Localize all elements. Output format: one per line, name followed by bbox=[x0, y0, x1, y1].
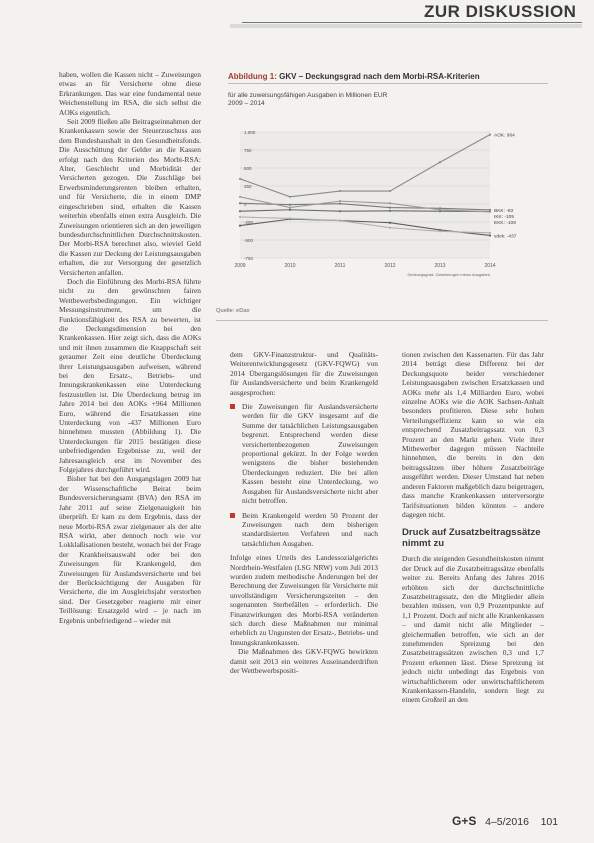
paragraph: tionen zwischen den Kassenarten. Für das Jahr 2014 beträgt diese Differenz bei der Deckungsquote beider verschiedener Leistungsausgaben zwischen Ersatzkassen und AOKs mehr als 1,4 Milliarden Euro, wobei einzelne AOKs wie die AOK Sachsen-Anhalt besonders profitieren. Diese sehr hohen Verteilungseffizienz kann so wie ein entsprechend Zusatzbeitragssatz von 0,3 Prozent an den Markt gehen. Viele ihrer Mitbewerber dagegen müssen Nachteile hinnehmen, die bereits in den den beitragssätzen über höhere Zusatzbeiträge ausgeführt werden. Dieser Umstand hat neben anderen Faktoren maßgeblich dazu beigetragen, dass manche Krankenkassen unterversorgte Tarifsituationen bilden könnten – andere dagegen nicht. bbox=[402, 350, 544, 519]
data-point bbox=[439, 209, 441, 211]
plot-area bbox=[240, 132, 490, 258]
header-rule bbox=[242, 22, 582, 23]
page-footer bbox=[452, 814, 558, 828]
bullet-text: Beim Krankengeld werden 50 Prozent der Zuweisungen nach dem bisherigen standardisierten Verfahren und nach tatsächlichen Ausgaben. bbox=[242, 510, 378, 548]
paragraph: dem GKV-Finanzstruktur- und Qualitäts-Weiterentwicklungsgesetz (GKV-FQWG) von 2014 Übergangslösungen für die Zuweisungen für Auslandsversicherte und beim Krankengeld ausgesprochen: bbox=[230, 350, 378, 397]
figure-subtitle-line-2: 2009 – 2014 bbox=[228, 100, 265, 107]
column-3 bbox=[402, 350, 544, 705]
data-point bbox=[289, 196, 291, 198]
paragraph: Infolge eines Urteils des Landessozialgerichts Nordrhein-Westfalen (LSG NRW) vom Juli 2013 wurden zudem methodische Änderungen bei der Berechnung der Zuweisungen für Versicherte mit unvollständigen Versicherungszeiten – den sogenannten Sterbefällen – erforderlich. Die Finanzwirkungen des Morbi-RSA veränderten sich durch diese Maßnahmen nur minimal erheblich zu Ungunsten der Ersatz-, Betriebs- und Innungskrankenkassen. bbox=[230, 553, 378, 647]
footer-issue: 4–5/2016 bbox=[485, 816, 529, 828]
y-tick-label: 750 bbox=[244, 148, 252, 153]
paragraph: Bisher hat bei den Ausgangslagen 2009 hat der Wissenschaftliche Beirat beim Bundesversicherungsamt (BVA) den RSA im Jahr 2011 auf seine Zielgenauigkeit hin überprüft. Er kam zu dem Ergebnis, dass der neue Morbi-RSA zwar zielgenauer als der alte RSA wirkt, aber dennoch noch wie vor Lokklaßisationen besteht, wonach bei der Frage der Krankheitsauswahl oder bei den Zuweisungen für Krankengeld, den Zuweisungen für Auslandsversicherte und bei der Berücksichtigung der Ausgaben für Versicherte, die im Ausgleichsjahr verstorben sind. Der Gesetzgeber reagierte mit einer Teillösung: Ersatzgeld wird – je nach im Ergebnis unbefriedigend – wieder mit bbox=[59, 474, 201, 625]
data-point bbox=[289, 209, 291, 211]
x-tick-label: 2013 bbox=[434, 263, 446, 269]
series-label: vdek: -437 bbox=[494, 234, 517, 240]
series-label: BKK: -83 bbox=[494, 208, 514, 214]
chart-note: Deckungsgrad: Zuweisungen minus Ausgaben bbox=[407, 272, 490, 277]
data-point bbox=[389, 207, 391, 209]
data-point bbox=[239, 225, 241, 227]
data-point bbox=[389, 222, 391, 224]
x-tick-label: 2012 bbox=[384, 263, 396, 269]
data-point bbox=[239, 216, 241, 218]
series-label: IKK: -105 bbox=[494, 214, 514, 220]
figure-1 bbox=[216, 72, 548, 314]
footer-brand: G+S bbox=[452, 814, 477, 828]
figure-title-text: GKV – Deckungsgrad nach dem Morbi-RSA-Kriterien bbox=[279, 72, 480, 81]
column-2 bbox=[230, 350, 378, 675]
y-tick-label: -500 bbox=[244, 238, 254, 243]
x-tick-label: 2014 bbox=[484, 263, 496, 269]
data-point bbox=[239, 196, 241, 198]
figure-subtitle-line-1: für alle zuweisungsfähigen Ausgaben in Millionen EUR bbox=[228, 92, 388, 99]
paragraph: haben, wollen die Kassen nicht – Zuweisungen etwas an für Versicherte ohne diese Erkrankungen. Das war eine fundamental neue Weichenstellung im RSA, die sich selbst die AOKs eigentlich. bbox=[59, 70, 201, 117]
series-label: EKK: -108 bbox=[494, 220, 516, 226]
y-tick-label: 1.000 bbox=[244, 130, 256, 135]
data-point bbox=[239, 178, 241, 180]
data-point bbox=[339, 219, 341, 221]
data-point bbox=[489, 234, 491, 236]
data-point bbox=[489, 133, 491, 135]
paragraph: Doch die Einführung des Morbi-RSA führte nicht zu den gewünschten fairen Wettbewerbsbedingungen. Ein wichtiger Messungsinstrument, um die Funktionsfähigkeit des RSA zu bewerten, ist die Deckungsdimension bei den Krankenkassen. Hier zeigt sich, dass die AOKs und mit ihnen zusammen die Knappschaft seit geraumer Zeit eine deutliche Überdeckung ihrer Leistungsausgaben aufweisen, während bei den Ersatz-, Betriebs- und Innungskrankenkassen eine Unterdeckung festzustellen ist. Die Überdeckung betrug im Jahre 2014 bei den AOKs +964 Millionen Euro, während die Ersatzkassen eine Unterdeckung von -437 Millionen Euro hinnehmen mussten (Abbildung 1). Die Unterdeckungen für 2015 bestätigen diese unbefriedigenden Ergebnisse zu, weil der Jahresausgleich erst im November des Folgejahres durchgeführt wird. bbox=[59, 276, 201, 475]
figure-label: Abbildung 1: bbox=[228, 72, 277, 81]
data-point bbox=[489, 232, 491, 234]
paragraph: Seit 2009 fließen alle Beitragseinnahmen der Krankenkassen sowie der Steuerzuschuss aus dem Bundeshaushalt in den Gesundheitsfonds. Die Ausschüttung der Gelder an die Kassen erfolgt nach den Kriterien des Morbi-RSA: Alter, Geschlecht und Morbidität der Versicherten gezogen. Die Zuschläge bei Erwerbsminderungsrenten bleiben erhalten, und für Versicherte, die in einem DMP eingeschrieben sind, erhalten die Kassen weiterhin ebenfalls einen extra Ausgleich. Die Zuweisungen orientieren sich an den jeweiligen bundesdurchschnittlichen Durchschnittskosten. Der Morbi-RSA berechnet also, wieviel Geld die Kassen zur Deckung der Leistungsausgaben erhalten, die zur Versorgung der gesetzlich Versicherten anfallen. bbox=[59, 117, 201, 277]
data-point bbox=[289, 217, 291, 219]
data-point bbox=[439, 230, 441, 232]
column-1 bbox=[59, 70, 201, 625]
bullet-item bbox=[230, 511, 378, 549]
figure-source: Quelle: eDax bbox=[216, 308, 250, 314]
x-tick-label: 2010 bbox=[284, 263, 296, 269]
data-point bbox=[339, 200, 341, 202]
data-point bbox=[239, 202, 241, 204]
series-label: AOK: 964 bbox=[494, 133, 515, 139]
data-point bbox=[439, 161, 441, 163]
paragraph: Durch die steigenden Gesundheitskosten nimmt der Druck auf die Zusatzbeitragssätze ebenfalls weiter zu. Bereits Anfang des Jahres 2016 erhöhten sich der durchschnittliche Zusatzbeitragssatz, den die Mitglieder allein bezahlen müssen, von 0,9 Prozentpunkte auf 1,1 Prozent. Doch auf nicht alle Krankenkassen – und damit nicht alle Mitglieder – gleichermaßen betroffen, wie sich an der zunehmenden Spreizung bei den Zusatzbeitragssätzen zwischen 0,3 und 1,7 Prozent erkennen lässt. Diese Spreizung ist jedoch nicht unbedingt das Ergebnis von wirtschaftlicherem oder unwirtschaftlicherem Krankenkassen-Handeln, sondern liegt zu einem Großteil an den bbox=[402, 554, 544, 705]
x-tick-label: 2009 bbox=[234, 263, 246, 269]
figure-title bbox=[228, 72, 548, 84]
data-point bbox=[389, 210, 391, 212]
bullet-item bbox=[230, 402, 378, 505]
header-band bbox=[230, 24, 582, 28]
data-point bbox=[389, 190, 391, 192]
y-tick-label: -750 bbox=[244, 256, 254, 261]
data-point bbox=[239, 210, 241, 212]
bullet-square-icon bbox=[230, 404, 235, 409]
y-tick-label: 250 bbox=[244, 184, 252, 189]
bullet-text: Die Zuweisungen für Auslandsversicherte werden für die GKV insgesamt auf die Summe der tatsächlichen Leistungsausgaben begrenzt. Entsprechend werden diese versichertenbezogenen Zuweisungen proportional gekürzt. In der Folge werden wenigstens die bisher bestehenden Überdeckungen reduziert. Die bei allen Kassen besteht eine Unterdeckung, wo Ausgaben für Auslandsversicherte nicht aber nicht betroffen. bbox=[242, 402, 378, 506]
data-point bbox=[339, 190, 341, 192]
x-tick-label: 2011 bbox=[334, 263, 346, 269]
data-point bbox=[289, 204, 291, 206]
line-chart bbox=[228, 110, 548, 306]
footer-page-number: 101 bbox=[540, 816, 559, 828]
figure-subtitle bbox=[228, 92, 387, 108]
data-point bbox=[339, 210, 341, 212]
y-tick-label: -250 bbox=[244, 220, 254, 225]
bullet-square-icon bbox=[230, 513, 235, 518]
y-tick-label: 500 bbox=[244, 166, 252, 171]
data-point bbox=[289, 207, 291, 209]
data-point bbox=[339, 203, 341, 205]
y-tick-label: 0 bbox=[244, 202, 247, 207]
paragraph: Die Maßnahmen des GKV-FQWG bewirkten damit seit 2013 ein weiteres Auseinanderdriften der Wettbewerbspositi- bbox=[230, 647, 378, 675]
data-point bbox=[389, 227, 391, 229]
section-title: ZUR DISKUSSION bbox=[424, 2, 577, 21]
figure-bottom-rule bbox=[216, 320, 548, 321]
data-point bbox=[389, 202, 391, 204]
data-point bbox=[489, 211, 491, 213]
subheading: Druck auf Zusatzbeitragssätze nimmt zu bbox=[402, 527, 541, 550]
